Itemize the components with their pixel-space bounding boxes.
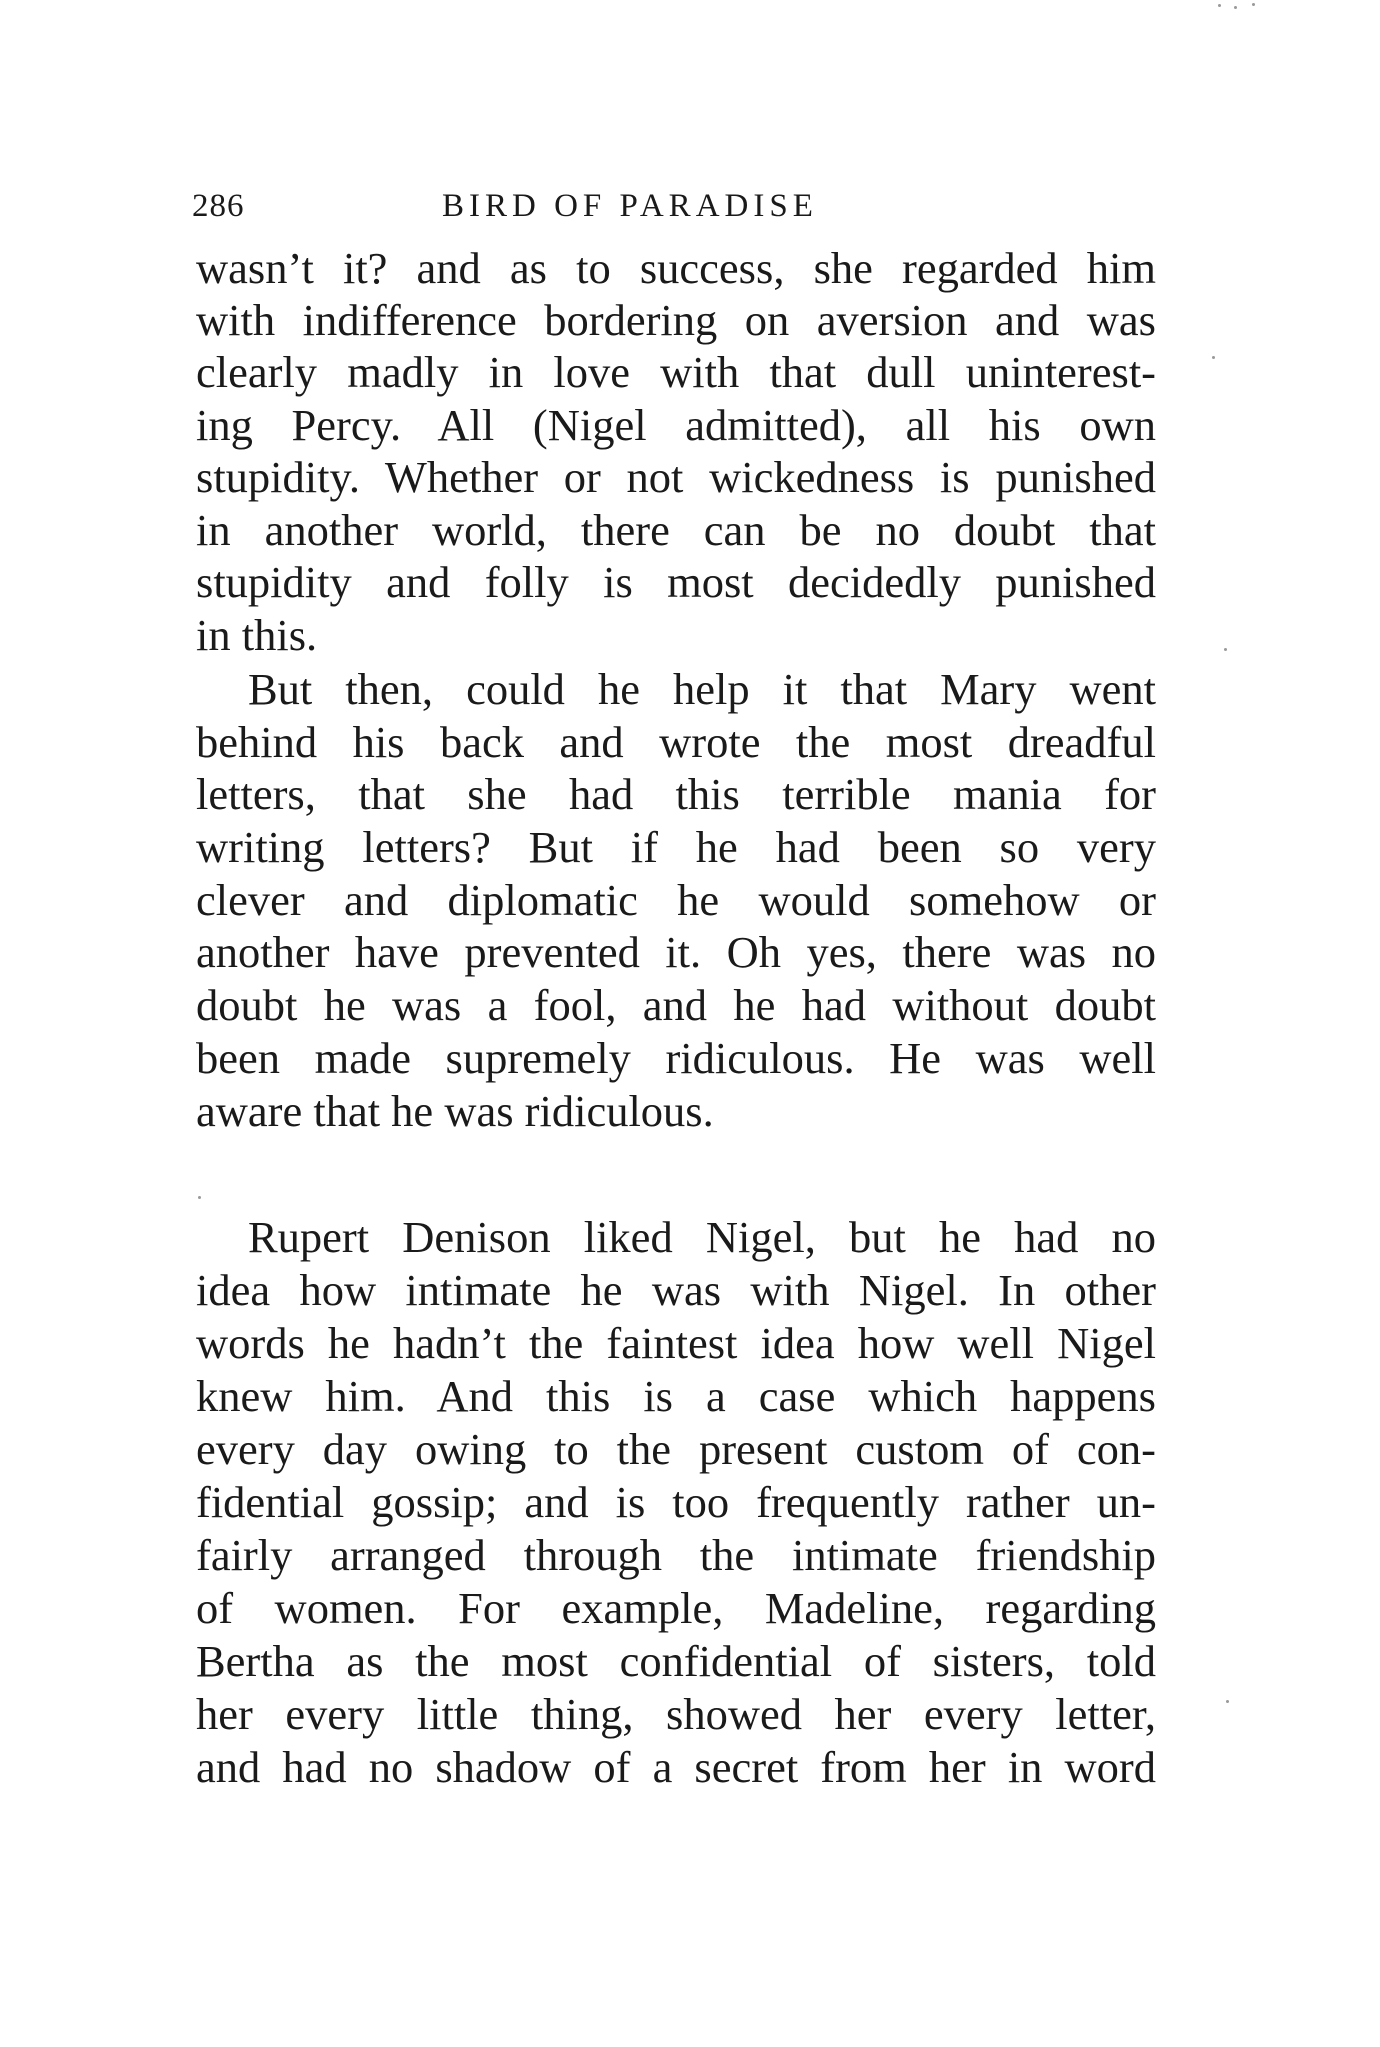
text-line: aware that he was ridiculous.: [196, 1086, 714, 1136]
scan-speck: [1224, 648, 1227, 651]
text-line: words he hadn’t the faintest idea how well Nigel: [196, 1318, 1156, 1368]
scan-speck: [1234, 6, 1237, 9]
text-line: doubt he was a fool, and he had without doubt: [196, 980, 1156, 1030]
text-line: and had no shadow of a secret from her in word: [196, 1742, 1156, 1792]
text-line: stupidity. Whether or not wickedness is punished: [196, 452, 1156, 502]
text-line: idea how intimate he was with Nigel. In other: [196, 1265, 1156, 1315]
text-line: with indifference bordering on aversion and was: [196, 295, 1156, 345]
text-line: letters, that she had this terrible mania for: [196, 769, 1156, 819]
text-line: every day owing to the present custom of con-: [196, 1424, 1156, 1474]
text-line: fidential gossip; and is too frequently rather un-: [196, 1477, 1156, 1527]
running-title: BIRD OF PARADISE: [442, 188, 818, 224]
text-line: in this.: [196, 610, 318, 660]
text-line: Rupert Denison liked Nigel, but he had no: [248, 1212, 1156, 1262]
scan-speck: [1252, 3, 1255, 6]
text-line: behind his back and wrote the most dreadful: [196, 717, 1156, 767]
text-line: clearly madly in love with that dull uninterest-: [196, 347, 1156, 397]
scan-speck: [1212, 356, 1215, 359]
text-line: another have prevented it. Oh yes, there was no: [196, 927, 1156, 977]
text-line: fairly arranged through the intimate friendship: [196, 1530, 1156, 1580]
text-line: in another world, there can be no doubt that: [196, 505, 1156, 555]
text-line: been made supremely ridiculous. He was well: [196, 1033, 1156, 1083]
text-line: writing letters? But if he had been so very: [196, 822, 1156, 872]
text-line: her every little thing, showed her every letter,: [196, 1689, 1156, 1739]
scan-speck: [1218, 4, 1221, 7]
page-number: 286: [192, 188, 245, 224]
running-head: [192, 188, 1152, 238]
text-line: Bertha as the most confidential of sisters, told: [196, 1636, 1156, 1686]
text-line: knew him. And this is a case which happens: [196, 1371, 1156, 1421]
text-line: wasn’t it? and as to success, she regarded him: [196, 243, 1156, 293]
scan-speck: [1226, 1700, 1229, 1703]
text-line: But then, could he help it that Mary went: [248, 664, 1156, 714]
text-line: ing Percy. All (Nigel admitted), all his own: [196, 400, 1156, 450]
text-line: stupidity and folly is most decidedly punished: [196, 557, 1156, 607]
text-line: of women. For example, Madeline, regarding: [196, 1583, 1156, 1633]
scan-speck: [198, 1196, 201, 1199]
text-line: clever and diplomatic he would somehow or: [196, 875, 1156, 925]
